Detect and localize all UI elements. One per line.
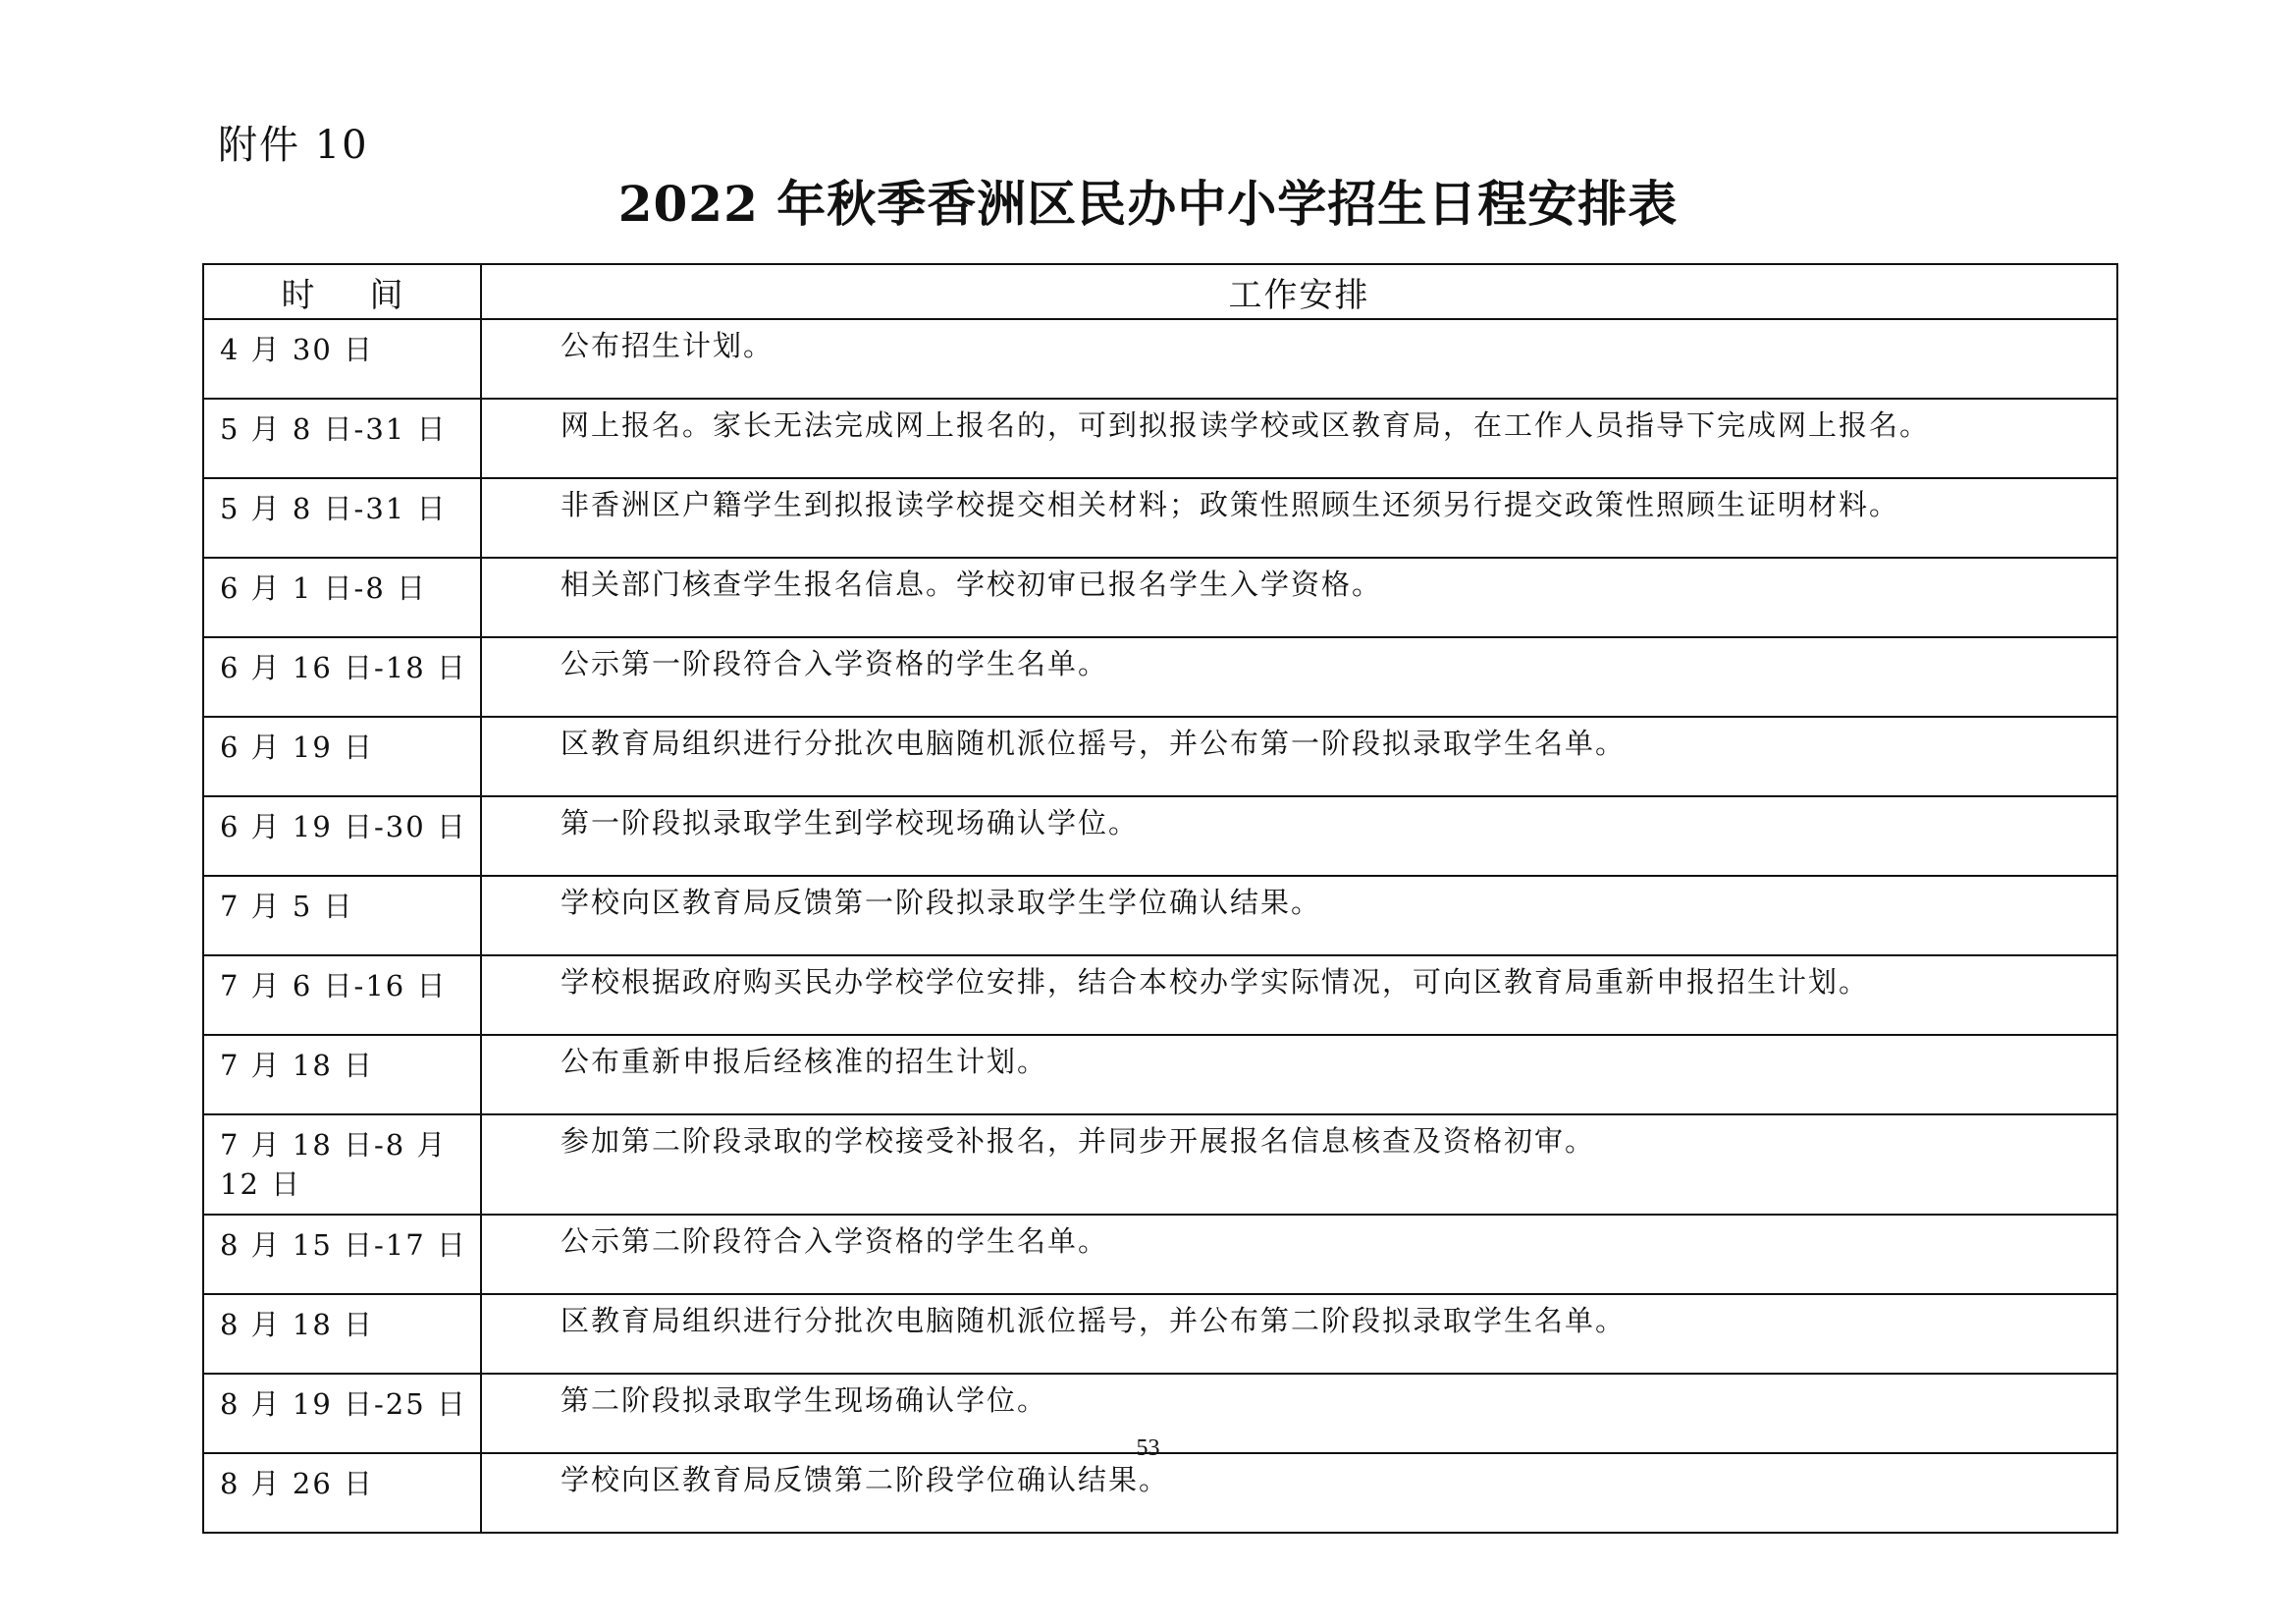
work-cell: 相关部门核查学生报名信息。学校初审已报名学生入学资格。 — [481, 558, 2117, 637]
time-cell: 6 月 19 日-30 日 — [203, 796, 481, 876]
table-row — [203, 558, 2117, 637]
header-time: 时间 — [203, 264, 481, 319]
table-row — [203, 1035, 2117, 1114]
table-row — [203, 637, 2117, 717]
time-cell: 8 月 18 日 — [203, 1294, 481, 1374]
work-cell: 学校向区教育局反馈第一阶段拟录取学生学位确认结果。 — [481, 876, 2117, 955]
time-cell: 8 月 26 日 — [203, 1453, 481, 1533]
table-row — [203, 1114, 2117, 1215]
work-cell: 学校根据政府购买民办学校学位安排，结合本校办学实际情况，可向区教育局重新申报招生计划。 — [481, 955, 2117, 1035]
time-cell: 6 月 1 日-8 日 — [203, 558, 481, 637]
work-cell: 公布招生计划。 — [481, 319, 2117, 399]
table-row — [203, 319, 2117, 399]
work-cell: 区教育局组织进行分批次电脑随机派位摇号，并公布第二阶段拟录取学生名单。 — [481, 1294, 2117, 1374]
time-cell: 5 月 8 日-31 日 — [203, 399, 481, 478]
table-row — [203, 717, 2117, 796]
work-cell: 非香洲区户籍学生到拟报读学校提交相关材料；政策性照顾生还须另行提交政策性照顾生证明材料。 — [481, 478, 2117, 558]
table-row — [203, 399, 2117, 478]
page-number: 53 — [1136, 1435, 1160, 1461]
time-cell: 8 月 19 日-25 日 — [203, 1374, 481, 1453]
work-cell: 公示第一阶段符合入学资格的学生名单。 — [481, 637, 2117, 717]
time-cell: 4 月 30 日 — [203, 319, 481, 399]
table-row — [203, 1215, 2117, 1294]
work-cell: 第一阶段拟录取学生到学校现场确认学位。 — [481, 796, 2117, 876]
document-title: 2022 年秋季香洲区民办中小学招生日程安排表 — [617, 175, 1679, 233]
time-cell: 7 月 18 日-8 月 12 日 — [203, 1114, 481, 1215]
header-work: 工作安排 — [481, 264, 2117, 319]
table-row — [203, 1453, 2117, 1533]
table-row — [203, 478, 2117, 558]
table-row — [203, 876, 2117, 955]
work-cell: 公布重新申报后经核准的招生计划。 — [481, 1035, 2117, 1114]
time-cell: 6 月 19 日 — [203, 717, 481, 796]
time-cell: 5 月 8 日-31 日 — [203, 478, 481, 558]
work-cell: 网上报名。家长无法完成网上报名的，可到拟报读学校或区教育局，在工作人员指导下完成网上报名。 — [481, 399, 2117, 478]
time-cell: 7 月 18 日 — [203, 1035, 481, 1114]
time-cell: 7 月 6 日-16 日 — [203, 955, 481, 1035]
time-cell: 7 月 5 日 — [203, 876, 481, 955]
work-cell: 公示第二阶段符合入学资格的学生名单。 — [481, 1215, 2117, 1294]
work-cell: 学校向区教育局反馈第二阶段学位确认结果。 — [481, 1453, 2117, 1533]
attachment-label: 附件 10 — [218, 123, 369, 168]
table-row — [203, 955, 2117, 1035]
table-header-row — [203, 264, 2117, 319]
table-row — [203, 1294, 2117, 1374]
time-cell: 8 月 15 日-17 日 — [203, 1215, 481, 1294]
work-cell: 区教育局组织进行分批次电脑随机派位摇号，并公布第一阶段拟录取学生名单。 — [481, 717, 2117, 796]
work-cell: 第二阶段拟录取学生现场确认学位。 — [481, 1374, 2117, 1453]
time-cell: 6 月 16 日-18 日 — [203, 637, 481, 717]
table-row — [203, 796, 2117, 876]
work-cell: 参加第二阶段录取的学校接受补报名，并同步开展报名信息核查及资格初审。 — [481, 1114, 2117, 1215]
schedule-table — [202, 263, 2118, 1534]
